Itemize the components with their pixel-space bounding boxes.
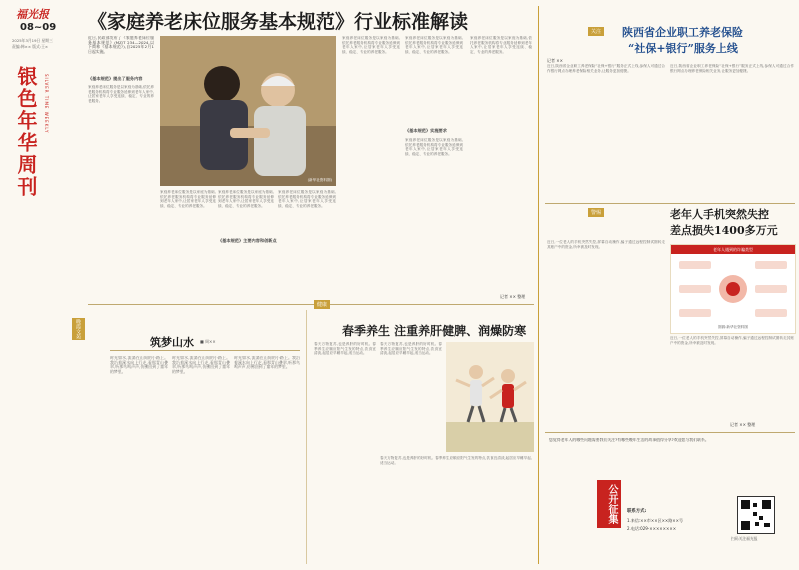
date-line: 2025年3月19日 星期三 (12, 38, 53, 43)
right-mid-byline: 记者 ×× 整理 (730, 422, 756, 427)
page-divider (538, 6, 539, 564)
right-divider-2 (545, 432, 795, 433)
essay-tag: 晚霞文苑 (72, 318, 85, 340)
notice-text: 您觉得老年人的哪些问题需要我们关注?有哪些晚年生活的故事值得分享?欢迎您与我们联系。 (549, 438, 709, 442)
right-top-headline-1: 陕西省企业职工养老保险 (622, 26, 743, 39)
fraud-figure (670, 244, 796, 334)
lead-subhead-2: 《基本规范》主要内容和创新点 (218, 238, 277, 243)
health-body-col3: 春天万物复苏,也是养肝的好时机。春季养生应顺应阳气生发的特点,饮食宜清淡,起居应早睡早起,适当运动。 (380, 456, 532, 465)
lead-body-col6: 家庭养老床位服务是以家庭为基础,依托养老服务机构将专业服务延伸到老年人家中,让居家老年人享受连续、稳定、专业的养老服务。 (405, 36, 463, 54)
health-headline: 春季养生 注重养肝健脾、润燥防寒 (342, 324, 527, 338)
fraud-figure-caption: 图源:新华社资料图 (718, 325, 748, 329)
notice-tag: 公开征集 (597, 480, 621, 528)
lead-byline: 记者 ×× 整理 (500, 294, 526, 299)
notice-contact-line-2: 2.电话:029-×××××××× (627, 526, 677, 531)
fraud-figure-title: 老年人遇到的诈骗类型 (671, 245, 795, 254)
health-body-col2: 春天万物复苏,也是养肝的好时机。春季养生应顺应阳气生发的特点,饮食宜清淡,起居应早睡早起,适当运动。 (380, 342, 442, 356)
notice-contact-title: 联系方式: (627, 509, 647, 514)
qr-code[interactable] (737, 496, 775, 534)
page-number: 08~09 (20, 22, 57, 33)
right-divider-1 (545, 203, 795, 204)
lead-intro: 近日,民政部发布了《家庭养老床位服务基本规范》(MZ/T 234—2024,以下简称《基本规范》),自2025年2月1日起实施。 (88, 36, 154, 54)
lead-body-col7: 家庭养老床位服务是以家庭为基础,依托养老服务机构将专业服务延伸到老年人家中,让居家老年人享受连续、稳定、专业的养老服务。 (470, 36, 532, 54)
essay-body-col2: 时光如水,流淌在山间的小路上。我沿着溪水向上行走,看那青山叠翠,听那鸟鸣声声,仿佛回到了童年的梦里。 (172, 356, 230, 374)
photo-caption: (新华社资料图) (307, 178, 332, 182)
right-mid-body-col1: 近日,一位老人的手机突然失控,屏幕自动操作,骗子通过远程控制试图转走其账户中的资金,所幸被及时发现。 (547, 240, 665, 249)
column-title-en: SILVER TIME WEEKLY (44, 74, 49, 134)
health-illustration (446, 342, 534, 452)
essay-title: 筑梦山水 (150, 336, 194, 349)
newspaper-logo: 福光报 (16, 8, 49, 21)
tai-chi-illustration (446, 342, 534, 452)
notice-contact-line-1: 1.来信:××市××区××路××号 (627, 518, 683, 523)
column-title-vertical: 银色年华周刊 (14, 66, 38, 198)
lead-body-col2: 家庭养老床位服务是以家庭为基础,依托养老服务机构将专业服务延伸到老年人家中,让居家老年人享受连续、稳定、专业的养老服务。 (160, 190, 216, 208)
photo-elderly-care-illustration (160, 36, 336, 186)
health-body-col1: 春天万物复苏,也是养肝的好时机。春季养生应顺应阳气生发的特点,饮食宜清淡,起居应早睡早起,适当运动。 (314, 342, 376, 356)
right-top-body-col1: 近日,陕西省企业职工养老保险“社保+银行”服务正式上线,参保人可通过合作银行网点办理养老保险相关业务,让服务更加便捷。 (547, 64, 665, 73)
right-mid-headline-2: 差点损失1400多万元 (670, 224, 778, 237)
right-mid-headline-1: 老年人手机突然失控 (670, 208, 769, 221)
qr-caption: 扫码关注福光报 (731, 536, 758, 541)
lead-body-col1: 家庭养老床位服务是以家庭为基础,依托养老服务机构将专业服务延伸到老年人家中,让居家老年人享受连续、稳定、专业的养老服务。 (88, 85, 154, 103)
fraud-figure-graphic (675, 257, 791, 321)
lead-subhead-1: 《基本规范》提出了服务内容 (88, 76, 143, 81)
essay-body-col1: 时光如水,流淌在山间的小路上。我沿着溪水向上行走,看那青山叠翠,听那鸟鸣声声,仿佛回到了童年的梦里。 (110, 356, 168, 374)
essay-title-rule (110, 350, 300, 351)
qr-code-icon (738, 497, 774, 533)
section-divider (88, 304, 534, 305)
right-top-body-col2: 近日,陕西省企业职工养老保险“社保+银行”服务正式上线,参保人可通过合作银行网点办理养老保险相关业务,让服务更加便捷。 (670, 64, 794, 73)
masthead (8, 4, 68, 224)
lead-photo (160, 36, 336, 186)
health-tag: 健康 (314, 300, 330, 309)
right-mid-tag: 警惕 (588, 208, 604, 217)
right-top-tag: 关注 (588, 27, 604, 36)
lead-body-col3: 家庭养老床位服务是以家庭为基础,依托养老服务机构将专业服务延伸到老年人家中,让居家老年人享受连续、稳定、专业的养老服务。 (218, 190, 274, 208)
column-divider (306, 310, 307, 564)
right-mid-body-col2: 近日,一位老人的手机突然失控,屏幕自动操作,骗子通过远程控制试图转走其账户中的资金,所幸被及时发现。 (670, 336, 794, 345)
lead-body-col5: 家庭养老床位服务是以家庭为基础,依托养老服务机构将专业服务延伸到老年人家中,让居家老年人享受连续、稳定、专业的养老服务。 (342, 36, 400, 54)
lead-subhead-3: 《基本规范》实施要求 (405, 128, 447, 133)
lead-body-col4: 家庭养老床位服务是以家庭为基础,依托养老服务机构将专业服务延伸到老年人家中,让居家老年人享受连续、稳定、专业的养老服务。 (278, 190, 336, 208)
right-top-headline-2: “社保+银行”服务上线 (628, 42, 738, 55)
notice-box (545, 436, 795, 564)
lead-body-col6b: 家庭养老床位服务是以家庭为基础,依托养老服务机构将专业服务延伸到老年人家中,让居家老年人享受连续、稳定、专业的养老服务。 (405, 138, 463, 156)
editor-line: 责编:韩×× 版式:王× (12, 44, 49, 49)
lead-headline: 《家庭养老床位服务基本规范》行业标准解读 (88, 11, 469, 33)
essay-author: ■ 周×× (200, 339, 216, 344)
essay-body-col3: 时光如水,流淌在山间的小路上。我沿着溪水向上行走,看那青山叠翠,听那鸟鸣声声,仿佛回到了童年的梦里。 (234, 356, 300, 370)
right-top-byline: 记者 ×× (547, 58, 563, 63)
